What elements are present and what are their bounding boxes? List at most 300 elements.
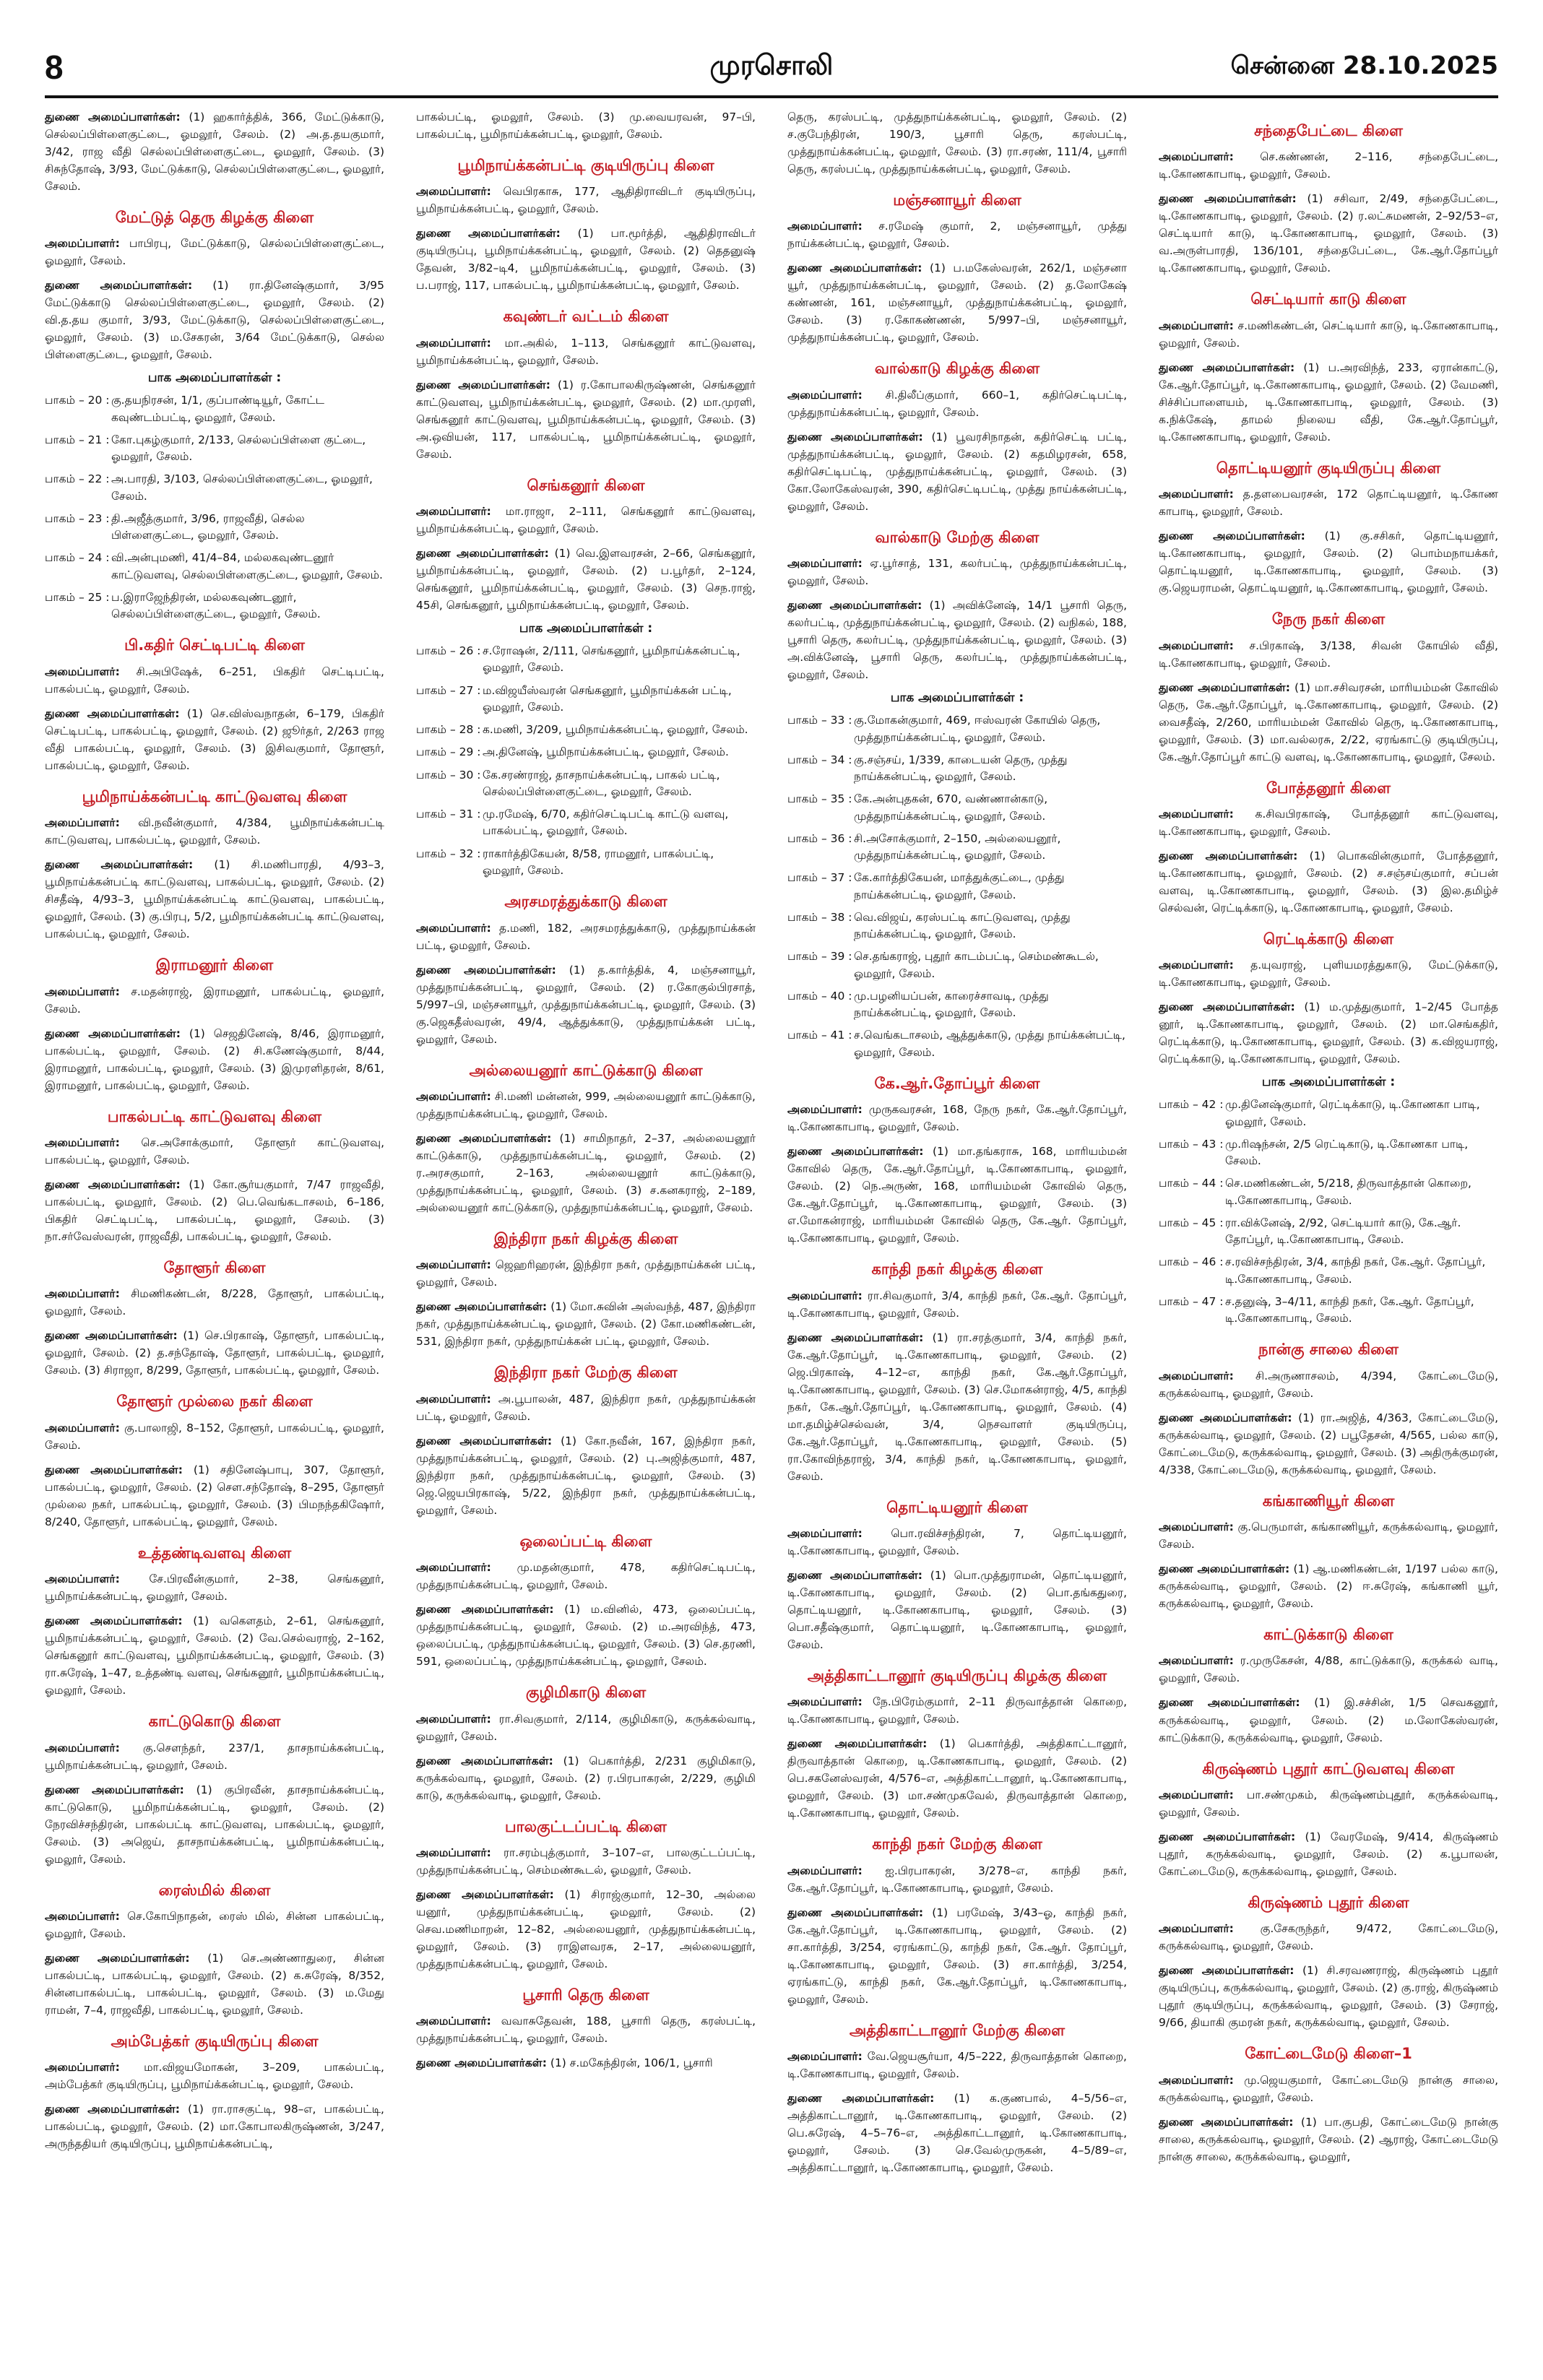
branch-heading: கங்காணியூர் கிளை xyxy=(1262,1492,1395,1510)
member-listing xyxy=(416,2054,756,2072)
booth-organizer: கு.சஞ்சய், 1/339, காடையன் தெரு, முத்து நாய்க்கன்பட்டி, ஓமலூர், சேலம். xyxy=(854,753,1068,784)
member-details: மா.விஜயமோகன், 3–209, பாகல்பட்டி, அம்பேத்கர் குடியிருப்பு, பூமிநாய்க்கன்பட்டி, ஓமலூர், சேலம். xyxy=(45,2061,384,2092)
branch-heading: பூசாரி தெரு கிளை xyxy=(522,1986,649,2004)
member-details: ர.முருகேசன், 4/88, காட்டுக்காடு, கருக்கல் வாடி, ஓமலூர், சேலம். xyxy=(1159,1654,1498,1685)
member-details: (1) ர.கோபாலகிருஷ்ணன், செங்கனூர் காட்டுவளவு, பூமிநாய்க்கன்பட்டி, ஓமலூர், சேலம். (2) மா.முரளி, செங்கனூர் காட்டுவளவு, பூமிநாய்க்கன்பட்டி, ஓமலூர், சேலம். (3) அ.ஒவியன், 117, பாகல்பட்டி, பூமிநாய்க்கன்பட்டி, ஓமலூர், சேலம். xyxy=(416,378,756,461)
member-details: ச.ரமேஷ் குமார், 2, மஞ்சனாயூர், முத்து நாய்க்கன்பட்டி, ஓமலூர், சேலம். xyxy=(787,220,1127,251)
role-label: அமைப்பாளர்: xyxy=(1159,1654,1234,1668)
booth-number: பாகம் – 39 : xyxy=(787,950,852,964)
member-listing xyxy=(1159,1920,1498,1955)
member-details: சி.அபிஷேக், 6–251, பிகதிர் செட்டிபட்டி, பாகல்பட்டி, ஓமலூர், சேலம். xyxy=(45,665,384,696)
branch-heading: இந்திரா நகர் மேற்கு கிளை xyxy=(494,1364,678,1382)
role-label: அமைப்பாளர்: xyxy=(416,1561,491,1575)
booth-number: பாகம் – 36 : xyxy=(787,831,852,845)
header-rule xyxy=(45,95,1498,98)
branch-heading: தொட்டியனூர் குடியிருப்பு கிளை xyxy=(1216,459,1441,477)
booth-organizer: கே.கார்த்திகேயன், மாத்துக்குட்டை, முத்து நாய்க்கன்பட்டி, ஓமலூர், சேலம். xyxy=(854,871,1065,901)
booth-entry xyxy=(787,712,1127,746)
member-listing xyxy=(45,2100,384,2152)
role-label: துணை அமைப்பாளர்கள்: xyxy=(416,1603,554,1617)
role-label: துணை அமைப்பாளர்கள்: xyxy=(416,378,550,391)
booth-number: பாகம் – 46 : xyxy=(1159,1255,1224,1269)
member-listing xyxy=(416,1752,756,1804)
role-label: அமைப்பாளர்: xyxy=(416,505,491,519)
booth-number: பாகம் – 32 : xyxy=(416,847,481,860)
branch-heading: கவுண்டர் வட்டம் கிளை xyxy=(503,308,669,326)
booth-organizer: கு.மோகன்குமார், 469, ஈஸ்வரன் கோயில் தெரு, முத்துநாய்க்கன்பட்டி, ஓமலூர், சேலம். xyxy=(854,714,1101,744)
member-listing xyxy=(787,1904,1127,2008)
role-label: அமைப்பாளர்: xyxy=(45,985,120,998)
member-listing xyxy=(416,108,756,143)
member-listing xyxy=(1159,359,1498,446)
member-listing xyxy=(416,1886,756,1973)
booth-number: பாகம் – 30 : xyxy=(416,768,481,782)
role-label: துணை அமைப்பாளர்கள்: xyxy=(45,1614,183,1628)
booth-entry xyxy=(45,550,384,584)
member-listing xyxy=(416,2012,756,2047)
booth-number: பாகம் – 42 : xyxy=(1159,1098,1224,1112)
member-details: பாபிரபு, மேட்டுக்காடு, செல்லப்பிள்ளைகுட்டை, ஓமலூர், சேலம். xyxy=(45,237,384,268)
booth-organizer: கு.தயநிரசன், 1/1, குப்பாண்டியூர், கோட்ட கவுண்டம்பட்டி, ஓமலூர், சேலம். xyxy=(111,394,325,424)
member-listing xyxy=(416,919,756,954)
member-listing xyxy=(45,235,384,269)
member-details: (1) அவிக்னேஷ், 14/1 பூசாரி தெரு, கலர்பட்டி, முத்துநாய்க்கன்பட்டி, ஓமலூர், சேலம். (2) வநிகல், 188, பூசாரி தெரு, கலர்பட்டி, முத்துநாய்க்கன்பட்டி, ஓமலூர், சேலம். (3) அ.விக்னேஷ், பூசாரி தெரு, கலர்பட்டி, முத்துநாய்க்கன்பட்டி, ஓமலூர், சேலம். xyxy=(787,599,1127,682)
branch-heading: கோட்டைமேடு கிளை–1 xyxy=(1245,2045,1412,2063)
role-label: துணை அமைப்பாளர்கள்: xyxy=(416,1300,548,1314)
member-listing xyxy=(787,217,1127,252)
member-details: ஏ.பூர்சாத், 131, கலர்பட்டி, முத்துநாய்க்கன்பட்டி, ஓமலூர், சேலம். xyxy=(787,557,1127,588)
branch-heading: காந்தி நகர் மேற்கு கிளை xyxy=(872,1835,1042,1853)
booth-organizer: ச.ரோஷன், 2/111, செங்கனூர், பூமிநாய்க்கன்பட்டி, ஓமலூர், சேலம். xyxy=(483,644,740,675)
member-listing xyxy=(1159,1367,1498,1402)
role-label: துணை அமைப்பாளர்கள்: xyxy=(45,1783,184,1796)
booth-entry xyxy=(787,870,1127,904)
role-label: துணை அமைப்பாளர்கள்: xyxy=(787,430,923,443)
booth-entry xyxy=(787,909,1127,943)
member-listing xyxy=(45,108,384,195)
role-label: அமைப்பாளர்: xyxy=(45,665,120,678)
column-2 xyxy=(416,108,756,2355)
role-label: துணை அமைப்பாளர்கள்: xyxy=(787,1330,924,1344)
member-details: மா.ராஜா, 2–111, செங்கனூர் காட்டுவளவு, பூமிநாய்க்கன்பட்டி, ஓமலூர், சேலம். xyxy=(416,505,756,536)
member-listing xyxy=(1159,190,1498,277)
role-label: துணை அமைப்பாளர்கள்: xyxy=(45,1026,181,1040)
branch-heading: தொட்டியனூர் கிளை xyxy=(886,1498,1028,1516)
branch-heading: பூமிநாய்க்கன்பட்டி குடியிருப்பு கிளை xyxy=(457,157,714,175)
booth-number: பாகம் – 31 : xyxy=(416,808,481,821)
role-label: துணை அமைப்பாளர்கள்: xyxy=(45,1951,190,1965)
booth-number: பாகம் – 20 : xyxy=(45,394,110,407)
booth-entry xyxy=(416,643,756,677)
booth-entry xyxy=(1159,1215,1498,1249)
role-label: துணை அமைப்பாளர்கள்: xyxy=(1159,360,1295,374)
member-listing xyxy=(1159,956,1498,991)
member-details: (1) பா.குபதி, கோட்டைமேடு நான்கு சாலை, கருக்கல்வாடி, ஓமலூர், சேலம். (2) ஆராஜ், கோட்டைமேடு நான்கு சாலை, கருக்கல்வாடி, ஓமலூர், xyxy=(1159,2115,1498,2163)
role-label: துணை அமைப்பாளர்கள்: xyxy=(416,1887,554,1901)
member-details: (1) கு.சசிகர், தொட்டியனூர், டி.கோணகாபாடி, ஓமலூர், சேலம். (2) பொம்மநாயக்கர், தொட்டியனூர், டி.கோணகாபாடி, ஓமலூர், சேலம். (3) கு.ஜெயராமன், தொட்டியனூர், டி.கோணகாபாடி, ஓமலூர், சேலம். xyxy=(1159,529,1498,595)
role-label: அமைப்பாளர்: xyxy=(787,1103,863,1117)
member-details: த.தளபைவரசன், 172 தொட்டியனூர், டி.கோண காபாடி, ஓமலூர், சேலம். xyxy=(1159,488,1498,519)
booth-number: பாகம் – 47 : xyxy=(1159,1294,1224,1308)
member-details: பொ.ரவிச்சந்திரன், 7, தொட்டியனூர், டி.கோணகாபாடி, ஓமலூர், சேலம். xyxy=(787,1526,1127,1557)
member-listing xyxy=(45,1781,384,1868)
column-3 xyxy=(787,108,1127,2355)
page-number: 8 xyxy=(45,48,64,86)
booth-number: பாகம் – 45 : xyxy=(1159,1216,1224,1229)
member-listing xyxy=(45,856,384,943)
member-listing xyxy=(787,597,1127,683)
branch-heading: அல்லையனூர் காட்டுக்காடு கிளை xyxy=(469,1061,703,1079)
booth-entry xyxy=(1159,1175,1498,1209)
role-label: துணை அமைப்பாளர்கள்: xyxy=(416,547,549,561)
member-details: (1) பொ.முத்துராமன், தொட்டியனூர், டி.கோணகாபாடி, ஓமலூர், சேலம். (2) பொ.தங்கதுரை, தொட்டியனூர், டி.கோணகாபாடி, ஓமலூர், சேலம். (3) பொ.சதீஷ்குமார், தொட்டியனூர், டி.கோணகாபாடி, ஓமலூர், சேலம். xyxy=(787,1569,1127,1652)
role-label: துணை அமைப்பாளர்கள்: xyxy=(45,279,193,293)
member-details: (1) சாமிநாதர், 2–37, அல்லையனூர் காட்டுக்காடு, முத்துநாய்க்கன்பட்டி, ஓமலூர், சேலம். (2) ர.அரசகுமார், 2–163, அல்லையனூர் காட்டுக்காடு, முத்துநாய்க்கன்பட்டி, ஓமலூர், சேலம். (3) ச.கனகராஜ், 2–189, அல்லையனூர் காட்டுக்காடு, முத்துநாய்க்கன்பட்டி, ஓமலூர், சேலம். xyxy=(416,1131,756,1215)
role-label: துணை அமைப்பாளர்கள்: xyxy=(1159,1964,1295,1978)
member-details: (1) ம.வினில், 473, ஒலைப்பட்டி, முத்துநாய்க்கன்பட்டி, ஓமலூர், சேலம். (2) ம.அரவிந்த், 473, ஒலைப்பட்டி, முத்துநாய்க்கன்பட்டி, ஓமலூர், சேலம். (3) செ.தரணி, 591, ஒலைப்பட்டி, முத்துநாய்க்கன்பட்டி, ஓமலூர், சேலம். xyxy=(416,1603,756,1669)
branch-heading: தோளூர் முல்லை நகர் கிளை xyxy=(116,1393,313,1411)
member-listing xyxy=(1159,317,1498,352)
role-label: அமைப்பாளர்: xyxy=(1159,807,1234,821)
member-listing xyxy=(1159,485,1498,520)
section-subheading: பாக அமைப்பாளர்கள் : xyxy=(519,621,653,636)
booth-number: பாகம் – 29 : xyxy=(416,745,481,759)
role-label: அமைப்பாளர்: xyxy=(416,185,491,199)
member-listing xyxy=(45,1739,384,1774)
masthead xyxy=(45,46,1498,88)
branch-heading: அம்பேத்கர் குடியிருப்பு கிளை xyxy=(111,2033,319,2051)
booth-number: பாகம் – 33 : xyxy=(787,714,852,727)
branch-heading: இராமனூர் கிளை xyxy=(155,956,274,974)
role-label: அமைப்பாளர்: xyxy=(45,1572,120,1586)
member-details: (1) வெ.இளவரசன், 2–66, செங்கனூர், பூமிநாய்க்கன்பட்டி, ஓமலூர், சேலம். (2) ப.பூர்தர், 2–124, செங்கனூர், பூமிநாய்க்கன்பட்டி, ஓமலூர், சேலம். (3) செந.ராஜ், 45சி, செங்கனூர், பூமிநாய்க்கன்பட்டி, ஓமலூர், சேலம். xyxy=(416,547,756,613)
member-listing xyxy=(45,277,384,363)
member-details: (1) ரா.சரத்குமார், 3/4, காந்தி நகர், கே.ஆர்.தோப்பூர், டி.கோணகாபாடி, ஓமலூர், சேலம். (2) ஜெ.பிரகாஷ், 4–12–எ, காந்தி நகர், கே.ஆர்.தோப்பூர், டி.கோணகாபாடி, ஓமலூர், சேலம். (3) செ.மோகன்ராஜ், 4/5, காந்தி நகர், கே.ஆர்.தோப்பூர், டி.கோணகாபாடி, ஓமலூர், சேலம். (4) மா.தமிழ்ச்செல்வன், 3/4, நெசவாளர் குடியிருப்பு, கே.ஆர்.தோப்பூர், டி.கோணகாபாடி, ஓமலூர், சேலம். (5) ரா.கோவிந்தராஜ், 3/4, காந்தி நகர், டி.கோணகாபாடி, ஓமலூர், சேலம். xyxy=(787,1330,1127,1483)
member-listing xyxy=(416,1088,756,1122)
member-details: முருகவரசன், 168, நேரு நகர், கே.ஆர்.தோப்பூர், டி.கோணகாபாடி, ஓமலூர், சேலம். xyxy=(787,1103,1127,1134)
member-listing xyxy=(416,376,756,463)
member-listing xyxy=(45,1025,384,1094)
section-subheading: பாக அமைப்பாளர்கள் : xyxy=(147,371,282,386)
member-listing xyxy=(45,1950,384,2019)
section-subheading: பாக அமைப்பாளர்கள் : xyxy=(1261,1075,1396,1090)
member-details: மா.அகில், 1–113, செங்கனூர் காட்டுவளவு, பூமிநாய்க்கன்பட்டி, ஓமலூர், சேலம். xyxy=(416,336,756,367)
member-details: ரா.சிவகுமார், 3/4, காந்தி நகர், கே.ஆர். தோப்பூர், டி.கோணகாபாடி, ஓமலூர், சேலம். xyxy=(787,1289,1127,1320)
member-listing xyxy=(1159,148,1498,183)
member-details: அ.பூபாலன், 487, இந்திரா நகர், முத்துநாய்க்கன் பட்டி, ஓமலூர், சேலம். xyxy=(416,1392,756,1423)
member-listing xyxy=(45,663,384,698)
branch-heading: பி.கதிர் செட்டிபட்டி கிளை xyxy=(124,636,305,654)
booth-entry xyxy=(1159,1294,1498,1328)
role-label: அமைப்பாளர்: xyxy=(1159,2073,1234,2087)
member-details: வெபிரகாசு, 177, ஆதிதிராவிடர் குடியிருப்பு, பூமிநாய்க்கன்பட்டி, ஓமலூர், சேலம். xyxy=(416,185,756,216)
booth-organizer: மு.ரிஷந்சன், 2/5 ரெட்டிகாடு, டி.கோணகா பாடி, சேலம். xyxy=(1225,1137,1469,1168)
booth-organizer: மு.பழனியப்பன், காரைச்சாவடி, முத்து நாய்க்கன்பட்டி, ஓமலூர், சேலம். xyxy=(854,989,1049,1020)
branch-heading: ரெட்டிக்காடு கிளை xyxy=(1263,930,1394,948)
role-label: துணை அமைப்பாளர்கள்: xyxy=(787,2092,935,2106)
member-listing xyxy=(416,225,756,294)
member-listing xyxy=(416,183,756,217)
role-label: அமைப்பாளர்: xyxy=(416,921,491,935)
role-label: அமைப்பாளர்: xyxy=(416,1258,491,1272)
booth-number: பாகம் – 38 : xyxy=(787,910,852,924)
branch-heading: ரைஸ்மில் கிளை xyxy=(158,1881,271,1899)
role-label: துணை அமைப்பாளர்கள்: xyxy=(45,1329,178,1343)
booth-number: பாகம் – 34 : xyxy=(787,753,852,766)
branch-heading: அத்திகாட்டானூர் மேற்கு கிளை xyxy=(849,2021,1066,2039)
section-subheading: பாக அமைப்பாளர்கள் : xyxy=(890,691,1024,706)
member-listing xyxy=(416,1298,756,1350)
role-label: அமைப்பாளர்: xyxy=(1159,959,1234,972)
member-listing xyxy=(787,1735,1127,1822)
member-listing xyxy=(787,428,1127,515)
branch-heading: தோளூர் கிளை xyxy=(163,1259,266,1277)
member-listing xyxy=(1159,2113,1498,2165)
booth-entry xyxy=(416,767,756,801)
booth-entry xyxy=(787,1027,1127,1061)
role-label: அமைப்பாளர்: xyxy=(1159,1922,1234,1936)
role-label: துணை அமைப்பாளர்கள்: xyxy=(1159,849,1298,862)
branch-heading: பூமிநாய்க்கன்பட்டி காட்டுவளவு கிளை xyxy=(82,787,347,805)
member-listing xyxy=(1159,2072,1498,2106)
role-label: அமைப்பாளர்: xyxy=(1159,488,1234,501)
role-label: அமைப்பாளர்: xyxy=(1159,639,1234,652)
booth-organizer: ரா.விக்னேஷ், 2/92, செட்டியார் காடு, கே.ஆர். தோப்பூர், டி.கோணகாபாடி, சேலம். xyxy=(1225,1216,1461,1247)
member-details: ச.மணிகண்டன், செட்டியார் காடு, டி.கோணகாபாடி, ஓமலூர், சேலம். xyxy=(1159,319,1498,350)
booth-organizer: ச.ரவிச்சந்திரன், 3/4, காந்தி நகர், கே.ஆர். தோப்பூர், டி.கோணகாபாடி, சேலம். xyxy=(1225,1255,1486,1286)
member-listing xyxy=(45,1285,384,1320)
column-1 xyxy=(45,108,384,2355)
member-details: (1) செஜதினேஷ், 8/46, இராமனூர், பாகல்பட்டி, ஓமலூர், சேலம். (2) சி.கணேஷ்குமார், 8/44, இராமனூர், பாகல்பட்டி, ஓமலூர், சேலம். (3) இமுரளிதரன், 8/61, இராமனூர், பாகல்பட்டி, ஓமலூர், சேலம். xyxy=(45,1026,384,1092)
newspaper-name: முரசொலி xyxy=(709,49,834,81)
member-listing xyxy=(1159,527,1498,597)
member-details: வவாசுதேவன், 188, பூசாரி தெரு, கரஸ்பட்டி, முத்துநாய்க்கன்பட்டி, ஓமலூர், சேலம். xyxy=(416,2015,756,2046)
branch-heading: நான்கு சாலை கிளை xyxy=(1258,1341,1399,1359)
booth-number: பாகம் – 23 : xyxy=(45,511,110,525)
member-listing xyxy=(1159,847,1498,917)
member-details: (1) சசிவா, 2/49, சந்தைபேட்டை, டி.கோணகாபாடி, ஓமலூர், சேலம். (2) ர.லட்சுமணன், 2–92/53–எ, செட்டியார் காடு, டி.கோணகாபாடி, ஓமலூர், சேலம். (3) வ.அருள்பாரதி, 136/101, சந்தைபேட்டை, கே.ஆர்.தோப்பூர் டி.கோணகாபாடி, ஓமலூர், சேலம். xyxy=(1159,192,1498,275)
member-details: சிமணிகண்டன், 8/228, தோளூர், பாகல்பட்டி, ஓமலூர், சேலம். xyxy=(45,1287,384,1318)
booth-organizer: க.மணி, 3/209, பூமிநாய்க்கன்பட்டி, ஓமலூர், சேலம். xyxy=(483,723,748,737)
member-details: த.மணி, 182, அரசமரத்துக்காடு, முத்துநாய்க்கன் பட்டி, ஓமலூர், சேலம். xyxy=(416,921,756,952)
booth-entry xyxy=(45,432,384,466)
member-details: செ.கோபிநாதன், ரைஸ் மில், சின்ன பாகல்பட்டி, ஓமலூர், சேலம். xyxy=(45,1909,384,1940)
member-details: (1) மா.சசிவரசன், மாரியம்மன் கோவில் தெரு, கே.ஆர்.தோப்பூர், டி.கோணகாபாடி, ஓமலூர், சேலம். (2) வைசதீஷ், 2/260, மாரியம்மன் கோவில் தெரு, டி.கோணகாபாடி, ஓமலூர், சேலம். (3) மா.வல்லரசு, 2/22, ஏரங்காட்டு குடியிருப்பு, கே.ஆர்.தோப்பூர் காட்டு வளவு, டி.கோணகாபாடி, ஓமலூர், சேலம். xyxy=(1159,680,1498,763)
role-label: துணை அமைப்பாளர்கள்: xyxy=(416,227,561,241)
member-listing xyxy=(416,1432,756,1519)
branch-heading: நேரு நகர் கிளை xyxy=(1271,610,1386,628)
branch-heading: வால்காடு மேற்கு கிளை xyxy=(875,528,1040,546)
role-label: அமைப்பாளர்: xyxy=(416,1392,491,1406)
role-label: அமைப்பாளர்: xyxy=(45,1909,120,1923)
member-details: (1) ப.அரவிந்த், 233, ஏரான்காட்டு, கே.ஆர்.தோப்பூர், டி.கோணகாபாடி, ஓமலூர், சேலம். (2) வேமணி, சிச்சிப்பாளையம், டி.கோணகாபாடி, ஓமலூர், சேலம். (3) க.நிக்கேஷ், தாமல் நிலைய வீதி, கே.ஆர்.தோப்பூர், டி.கோணகாபாடி, ஓமலூர், சேலம். xyxy=(1159,360,1498,443)
member-details: (1) சி.மணிபாரதி, 4/93–3, பூமிநாய்க்கன்பட்டி காட்டுவளவு, பாகல்பட்டி, ஓமலூர், சேலம். (2) சிசதீஷ், 4/93–3, பூமிநாய்க்கன்பட்டி காட்டுவளவு, பாகல்பட்டி, ஓமலூர், சேலம். (3) கு.பிரபு, 5/2, பூமிநாய்க்கன்பட்டி காட்டுவளவு, பாகல்பட்டி, ஓமலூர், சேலம். xyxy=(45,858,384,941)
member-listing xyxy=(1159,998,1498,1068)
member-details: மு.ஜெயகுமார், கோட்டைமேடு நான்கு சாலை, கருக்கல்வாடி, ஓமலூர், சேலம். xyxy=(1159,2073,1498,2104)
member-details: (1) பா.மூர்த்தி, ஆதிதிராவிடர் குடியிருப்பு, பூமிநாய்க்கன்பட்டி, ஓமலூர், சேலம். (2) தெதனுஷ் தேவன், 3/82–டி4, பூமிநாய்க்கன்பட்டி, ஓமலூர், சேலம். (3) ப.பராஜ், 117, பாகல்பட்டி, பூமிநாய்க்கன்பட்டி, ஓமலூர், சேலம். xyxy=(416,227,756,293)
booth-organizer: மு.ரமேஷ், 6/70, கதிர்செட்டிபட்டி காட்டு வளவு, பாகல்பட்டி, ஓமலூர், சேலம். xyxy=(483,808,729,838)
member-details: (1) பூவரசிநாதன், கதிர்செட்டி பட்டி, முத்துநாய்க்கன்பட்டி, ஓமலூர், சேலம். (2) கதமிழரசன், 658, கதிர்செட்டிபட்டி, முத்துநாய்க்கன்பட்டி, ஓமலூர், சேலம். (3) கோ.லோகேஸ்வரன், 390, கதிர்செட்டிபட்டி, முத்து நாய்க்கன்பட்டி, ஓமலூர், சேலம். xyxy=(787,430,1127,513)
role-label: அமைப்பாளர்: xyxy=(45,2061,120,2074)
branch-heading: பாலகுட்டப்பட்டி கிளை xyxy=(504,1817,667,1835)
member-details: செ.அசோக்குமார், தோளூர் காட்டுவளவு, பாகல்பட்டி, ஓமலூர், சேலம். xyxy=(45,1135,384,1167)
booth-number: பாகம் – 27 : xyxy=(416,683,481,697)
member-details: ரா.சிவகுமார், 2/114, குழிமிகாடு, கருக்கல்வாடி, ஓமலூர், சேலம். xyxy=(416,1712,756,1743)
role-label: துணை அமைப்பாளர்கள்: xyxy=(1159,1696,1300,1710)
member-listing xyxy=(1159,1828,1498,1880)
member-listing xyxy=(45,1612,384,1699)
role-label: அமைப்பாளர்: xyxy=(1159,1369,1234,1382)
member-details: (1) குபிரவீன், தாசநாய்க்கன்பட்டி, காட்டுகொடு, பூமிநாய்க்கன்பட்டி, ஓமலூர், சேலம். (2) நேரவிச்சந்திரன், பாகல்பட்டி காட்டுவளவு, பாகல்பட்டி, ஓமலூர், சேலம். (3) அஜெய், தாசநாய்க்கன்பட்டி, பூமிநாய்க்கன்பட்டி, ஓமலூர், சேலம். xyxy=(45,1783,384,1866)
role-label: அமைப்பாளர்: xyxy=(45,816,120,830)
member-listing xyxy=(416,334,756,369)
member-details: ஜெஹரிஹரன், இந்திரா நகர், முத்துநாய்க்கன் பட்டி, ஓமலூர், சேலம். xyxy=(416,1258,756,1289)
member-details: (1) வேரமேஷ், 9/414, கிருஷ்ணம் புதூர், கருக்கல்வாடி, ஓமலூர், சேலம். (2) க.பூபாலன், கோட்டைமேடு, கருக்கல்வாடி, ஓமலூர், சேலம். xyxy=(1159,1830,1498,1878)
member-listing xyxy=(45,1134,384,1169)
booth-organizer: ராகார்த்திகேயன், 8/58, ராமனூர், பாகல்பட்டி, ஓமலூர், சேலம். xyxy=(483,847,714,877)
branch-heading: ஒலைப்பட்டி கிளை xyxy=(519,1532,652,1550)
booth-entry xyxy=(45,392,384,426)
member-details: வே.ஜெயசூர்யா, 4/5–222, திருவாத்தான் கொறை, டி.கோணகாபாடி, ஓமலூர், சேலம். xyxy=(787,2050,1127,2081)
member-details: சி.அருணாசலம், 4/394, கோட்டைமேடு, கருக்கல்வாடி, ஓமலூர், சேலம். xyxy=(1159,1369,1498,1400)
booth-organizer: வெ.விஜய், கரஸ்பட்டி காட்டுவளவு, முத்து நாய்க்கன்பட்டி, ஓமலூர், சேலம். xyxy=(854,910,1071,941)
member-details: (1) ம.முத்துகுமார், 1–2/45 போத்த னூர், டி.கோணகாபாடி, ஓமலூர், சேலம். (2) மா.செங்கதிர், ரெட்டிக்காடு, டி.கோணகாபாடி, ஓமலூர், சேலம். (3) க.விஜயராஜ், ரெட்டிக்காடு, டி.கோணகாபாடி, ஓமலூர், சேலம். xyxy=(1159,1000,1498,1066)
member-listing xyxy=(787,2048,1127,2082)
member-listing xyxy=(787,1143,1127,1247)
booth-organizer: சி.அசோக்குமார், 2–150, அல்லையனூர், முத்துநாய்க்கன்பட்டி, ஓமலூர், சேலம். xyxy=(854,831,1061,862)
booth-entry xyxy=(787,752,1127,786)
member-listing xyxy=(787,555,1127,589)
booth-organizer: ப.இராஜேந்திரன், மல்லகவுண்டனூர், செல்லப்பிள்ளைகுட்டை, ஓமலூர், சேலம். xyxy=(111,590,321,621)
member-listing xyxy=(416,961,756,1048)
role-label: துணை அமைப்பாளர்கள்: xyxy=(1159,2115,1294,2129)
member-listing xyxy=(787,1287,1127,1322)
branch-heading: பாகல்பட்டி காட்டுவளவு கிளை xyxy=(107,1107,322,1125)
role-label: துணை அமைப்பாளர்கள்: xyxy=(1159,192,1297,206)
member-details: (1) கோ.சூர்யகுமார், 7/47 ராஜவீதி, பாகல்பட்டி, ஓமலூர், சேலம். (2) பெ.வெங்கடாசலம், 6–186, பிகதிர் செட்டிபட்டி, பாகல்பட்டி, ஓமலூர், சேலம். (3) நா.சர்வேஸ்வரன், ராஜவீதி, பாகல்பட்டி, ஓமலூர், சேலம். xyxy=(45,1178,384,1244)
member-listing xyxy=(1159,679,1498,766)
member-details: சி.திலீப்குமார், 660–1, கதிர்செட்டிபட்டி, முத்துநாய்க்கன்பட்டி, ஓமலூர், சேலம். xyxy=(787,388,1127,419)
booth-entry xyxy=(45,511,384,545)
member-listing xyxy=(1159,1409,1498,1479)
member-details: (1) க.குணபால், 4–5/56–எ, அத்திகாட்டானூர், டி.கோணகாபாடி, ஓமலூர், சேலம். (2) பெ.சுரேஷ், 4–5–76–எ, அத்திகாட்டானூர், டி.கோணகாபாடி, ஓமலூர், சேலம். (3) செ.வேல்முருகன், 4–5/89–எ, அத்திகாட்டானூர், டி.கோணகாபாடி, ஓமலூர், சேலம். xyxy=(787,2092,1127,2175)
booth-organizer: செ.மணிகண்டன், 5/218, திருவாத்தான் கொறை, டி.கோணகாபாடி, சேலம். xyxy=(1225,1177,1471,1207)
member-details: (1) மா.தங்கராசு, 168, மாரியம்மன் கோவில் தெரு, கே.ஆர்.தோப்பூர், டி.கோணகாபாடி, ஓமலூர், சேலம். (2) நெ.அருண், 168, மாரியம்மன் கோவில் தெரு, கே.ஆர்.தோப்பூர், டி.கோணகாபாடி, ஓமலூர், சேலம். (3) எ.மோகன்ராஜ், மாரியம்மன் கோவில் தெரு, கே.ஆர். தோப்பூர், டி.கோணகாபாடி, ஓமலூர், சேலம். xyxy=(787,1145,1127,1245)
booth-entry xyxy=(787,831,1127,865)
member-listing xyxy=(787,1862,1127,1897)
booth-entry xyxy=(45,471,384,505)
booth-number: பாகம் – 25 : xyxy=(45,590,110,604)
role-label: துணை அமைப்பாளர்கள்: xyxy=(45,858,194,872)
role-label: அமைப்பாளர்: xyxy=(416,1845,491,1859)
member-listing xyxy=(787,259,1127,346)
member-listing xyxy=(45,814,384,849)
role-label: அமைப்பாளர்: xyxy=(787,2050,863,2064)
booth-entry xyxy=(416,846,756,880)
branch-heading: கே.ஆர்.தோப்பூர் கிளை xyxy=(874,1074,1040,1092)
booth-entry xyxy=(1159,1136,1498,1170)
member-details: (1) ப.மகேஸ்வரன், 262/1, மஞ்சனா யூர், முத்துநாய்க்கன்பட்டி, ஓமலூர், சேலம். (2) த.லோகேஷ் கண்ணன், 161, மஞ்சனாயூர், முத்துநாய்க்கன்பட்டி, ஓமலூர், சேலம். (3) ர.கோகண்ணன், 5/997–பி, மஞ்சனாயூர், முத்துநாய்க்கன்பட்டி, ஓமலூர், சேலம். xyxy=(787,261,1127,345)
member-details: (1) சிராஜ்குமார், 12–30, அல்லை யனூர், முத்துநாய்க்கன்பட்டி, ஓமலூர், சேலம். (2) செவ.மணிமாறன், 12–82, அல்லையனூர், முத்துநாய்க்கன்பட்டி, ஓமலூர், சேலம். (3) ராஇளவரசு, 2–17, அல்லையனூர், முத்துநாய்க்கன்பட்டி, ஓமலூர், சேலம். xyxy=(416,1887,756,1970)
role-label: அமைப்பாளர்: xyxy=(787,1526,863,1540)
member-details: சி.மணி மன்னன், 999, அல்லையனூர் காட்டுக்காடு, முத்துநாய்க்கன்பட்டி, ஓமலூர், சேலம். xyxy=(416,1089,756,1120)
role-label: துணை அமைப்பாளர்கள்: xyxy=(1159,1562,1290,1576)
member-details: ச.மதன்ராஜ், இராமனூர், பாகல்பட்டி, ஓமலூர், சேலம். xyxy=(45,985,384,1016)
article-columns xyxy=(45,108,1498,2355)
member-details: ச.பிரகாஷ், 3/138, சிவன் கோயில் வீதி, டி.கோணகாபாடி, ஓமலூர், சேலம். xyxy=(1159,639,1498,670)
member-details: த.யுவராஜ், புளியமரத்துகாடு, மேட்டுக்காடு, டி.கோணகாபாடி, ஓமலூர், சேலம். xyxy=(1159,959,1498,990)
branch-heading: போத்தனூர் கிளை xyxy=(1266,779,1391,797)
booth-entry xyxy=(1159,1096,1498,1130)
member-listing xyxy=(787,1525,1127,1559)
booth-entry xyxy=(787,988,1127,1022)
booth-entry xyxy=(787,948,1127,982)
branch-heading: வால்காடு கிழக்கு கிளை xyxy=(874,360,1040,378)
booth-entry xyxy=(45,589,384,623)
member-details: (1) சதினேஷ்பாபு, 307, தோளூர், பாகல்பட்டி, ஓமலூர், சேலம். (2) செள.சந்தோஷ், 8–295, தோளூர் முல்லை நகர், பாகல்பட்டி, ஓமலூர், சேலம். (3) பிமநந்தகிஷோர், 8/240, தோளூர், பாகல்பட்டி, ஓமலூர், சேலம். xyxy=(45,1463,384,1528)
member-listing xyxy=(45,983,384,1018)
member-listing xyxy=(45,2059,384,2093)
booth-number: பாகம் – 26 : xyxy=(416,644,481,658)
branch-heading: மஞ்சனாயூர் கிளை xyxy=(893,191,1021,209)
booth-organizer: வி.அன்புமணி, 41/4–84, மல்லகவுண்டனூர் காட்டுவளவு, செல்லபிள்ளைகுட்டை, ஓமலூர், சேலம். xyxy=(111,551,383,581)
member-listing xyxy=(416,503,756,537)
role-label: துணை அமைப்பாளர்கள்: xyxy=(1159,1830,1296,1843)
branch-heading: இந்திரா நகர் கிழக்கு கிளை xyxy=(493,1230,678,1248)
branch-heading: மேட்டுத் தெரு கிழக்கு கிளை xyxy=(115,209,314,227)
branch-heading: கிருஷ்ணம் புதூர் காட்டுவளவு கிளை xyxy=(1202,1760,1455,1778)
role-label: அமைப்பாளர்: xyxy=(45,1741,120,1754)
booth-organizer: கோ.புகழ்குமார், 2/133, செல்லப்பிள்ளை குட்டை, ஓமலூர், சேலம். xyxy=(111,433,366,464)
member-details: (1) கோ.நவீன், 167, இந்திரா நகர், முத்துநாய்க்கன்பட்டி, ஓமலூர், சேலம். (2) பு.அஜித்குமார், 487, இந்திரா நகர், முத்துநாய்க்கன்பட்டி, ஓமலூர், சேலம். (3) ஜெ.ஜெயபிரகாஷ், 5/22, இந்திரா நகர், முத்துநாய்க்கன்பட்டி, ஓமலூர், சேலம். xyxy=(416,1434,756,1517)
member-listing xyxy=(416,1710,756,1745)
role-label: துணை அமைப்பாளர்கள்: xyxy=(787,1145,924,1159)
branch-heading: அரசமரத்துக்காடு கிளை xyxy=(504,893,667,911)
booth-number: பாகம் – 41 : xyxy=(787,1029,852,1042)
member-details: தெரு, கரஸ்பட்டி, முத்துநாய்க்கன்பட்டி, ஓமலூர், சேலம். (2) ச.குபேந்திரன், 190/3, பூசாரி தெரு, கரஸ்பட்டி, முத்துநாய்க்கன்பட்டி, ஓமலூர், சேலம். (3) ரா.சரண், 111/4, பூசாரி தெரு, கரஸ்பட்டி, முத்துநாய்க்கன்பட்டி, ஓமலூர், சேலம். xyxy=(787,111,1127,176)
member-listing xyxy=(416,1256,756,1291)
member-details: (1) பரமேஷ், 3/43–ஓ, காந்தி நகர், கே.ஆர்.தோப்பூர், டி.கோணகாபாடி, ஓமலூர், சேலம். (2) சா.கார்த்தி, 3/254, ஏரங்காட்டு, காந்தி நகர், கே.ஆர். தோப்பூர், டி.கோணகாபாடி, ஓமலூர், சேலம். (3) சா.கார்த்தி, 3/254, ஏரங்காட்டு, காந்தி நகர், கே.ஆர்.தோப்பூர், டி.கோணகாபாடி, ஓமலூர், சேலம். xyxy=(787,1905,1127,2006)
role-label: அமைப்பாளர்: xyxy=(787,557,863,571)
booth-entry xyxy=(416,806,756,840)
branch-heading: உத்தண்டிவளவு கிளை xyxy=(137,1544,292,1562)
role-label: அமைப்பாளர்: xyxy=(787,220,863,233)
booth-number: பாகம் – 21 : xyxy=(45,433,110,446)
role-label: அமைப்பாளர்: xyxy=(1159,319,1234,332)
role-label: துணை அமைப்பாளர்கள்: xyxy=(416,1754,553,1767)
member-listing xyxy=(787,1567,1127,1653)
booth-organizer: ம.விஜயீஸ்வரன் செங்கனூர், பூமிநாய்க்கன் பட்டி, ஓமலூர், சேலம். xyxy=(483,683,732,714)
booth-number: பாகம் – 24 : xyxy=(45,551,110,565)
member-details: (1) ச.மகேந்திரன், 106/1, பூசாரி xyxy=(550,2056,713,2070)
role-label: அமைப்பாளர்: xyxy=(787,1289,863,1302)
role-label: துணை அமைப்பாளர்கள்: xyxy=(787,1569,922,1582)
member-listing xyxy=(787,108,1127,178)
member-details: (1) ஹகார்த்திக், 366, மேட்டுக்காடு, செல்லப்பிள்ளைகுட்டை, ஓமலூர், சேலம். (2) அ.த.தயகுமார், 3/42, ராஜ வீதி செல்லப்பிள்ளைகுட்டை, ஓமலூர், சேலம். (3) சிசுந்தோஷ், 3/93, மேட்டுக்காடு, செல்லப்பிள்ளைகுட்டை, ஓமலூர், சேலம். xyxy=(45,111,384,194)
role-label: துணை அமைப்பாளர்கள்: xyxy=(787,261,922,275)
booth-organizer: தி.அஜீத்குமார், 3/96, ராஜவீதி, செல்ல பிள்ளைகுட்டை, ஓமலூர், சேலம். xyxy=(111,511,305,542)
member-details: மு.மதன்குமார், 478, கதிர்செட்டிபட்டி, முத்துநாய்க்கன்பட்டி, ஓமலூர், சேலம். xyxy=(416,1561,756,1592)
member-details: (1) வகௌதம், 2–61, செங்கனூர், பூமிநாய்க்கன்பட்டி, ஓமலூர், சேலம். (2) வே.செல்வராஜ், 2–162, செங்கனூர் காட்டுவளவு, பூமிநாய்க்கன்பட்டி, ஓமலூர், சேலம். (3) ரா.சுரேஷ், 1–47, உத்தண்டி வளவு, செங்கனூர், பூமிநாய்க்கன்பட்டி, ஓமலூர், சேலம். xyxy=(45,1614,384,1697)
role-label: துணை அமைப்பாளர்கள்: xyxy=(45,1178,181,1191)
booth-entry xyxy=(416,683,756,717)
role-label: அமைப்பாளர்: xyxy=(787,1864,863,1877)
member-listing xyxy=(1159,805,1498,840)
member-listing xyxy=(416,1844,756,1879)
booth-number: பாகம் – 28 : xyxy=(416,723,481,737)
booth-organizer: அ.பாரதி, 3/103, செல்லப்பிள்ளைகுட்டை, ஓமலூர், சேலம். xyxy=(111,472,373,503)
booth-number: பாகம் – 44 : xyxy=(1159,1177,1224,1190)
